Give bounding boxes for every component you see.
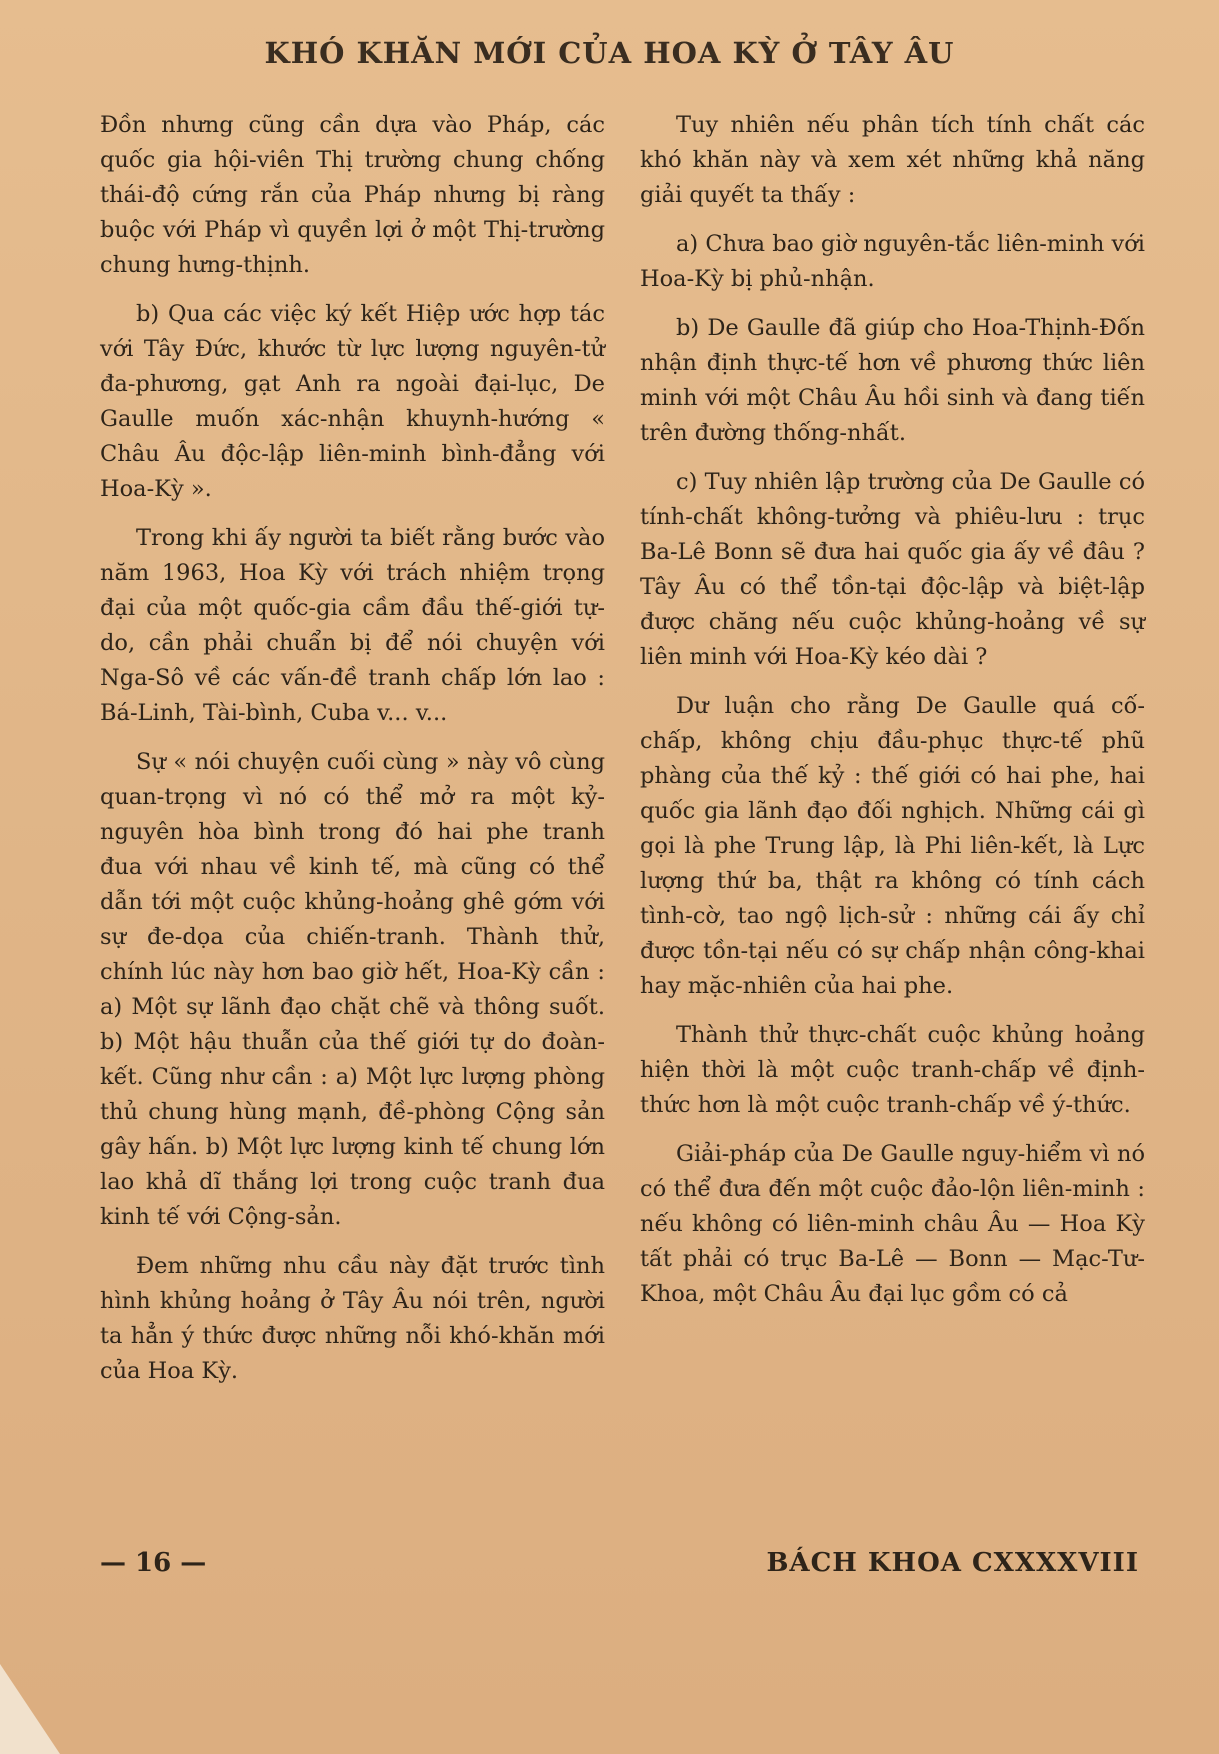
paragraph: c) Tuy nhiên lập trường của De Gaulle có tính-chất không-tưởng và phiêu-lưu : trục Ba-Lê Bonn sẽ đưa hai quốc gia ấy về đâu ? Tây Âu có thể tồn-tại độc-lập và biệt-lập được chăng nếu cuộc khủng-hoảng về sự liên minh với Hoa-Kỳ kéo dài ? xyxy=(640,469,1145,670)
right-column xyxy=(640,108,1145,1326)
page-fold-corner xyxy=(0,1664,60,1754)
paragraph: Đồn nhưng cũng cần dựa vào Pháp, các quốc gia hội-viên Thị trường chung chống thái-độ cứng rắn của Pháp nhưng bị ràng buộc với Pháp vì quyền lợi ở một Thị-trường chung hưng-thịnh. xyxy=(100,112,605,278)
paragraph: Dư luận cho rằng De Gaulle quá cố-chấp, không chịu đầu-phục thực-tế phũ phàng của thế kỷ : thế giới có hai phe, hai quốc gia lãnh đạo đối nghịch. Những cái gì gọi là phe Trung lập, là Phi liên-kết, là Lực lượng thứ ba, thật ra không có tính cách tình-cờ, tao ngộ lịch-sử : những cái ấy chỉ được tồn-tại nếu có sự chấp nhận công-khai hay mặc-nhiên của hai phe. xyxy=(640,693,1145,999)
paragraph: Thành thử thực-chất cuộc khủng hoảng hiện thời là một cuộc tranh-chấp về định-thức hơn là một cuộc tranh-chấp về ý-thức. xyxy=(640,1022,1145,1118)
left-column xyxy=(100,108,605,1403)
journal-name: BÁCH KHOA CXXXXVIII xyxy=(766,1548,1139,1578)
paragraph: b) De Gaulle đã giúp cho Hoa-Thịnh-Đốn nhận định thực-tế hơn về phương thức liên minh với một Châu Âu hồi sinh và đang tiến trên đường thống-nhất. xyxy=(640,315,1145,446)
paragraph: b) Qua các việc ký kết Hiệp ước hợp tác với Tây Đức, khước từ lực lượng nguyên-tử đa-phương, gạt Anh ra ngoài đại-lục, De Gaulle muốn xác-nhận khuynh-hướng « Châu Âu độc-lập liên-minh bình-đẳng với Hoa-Kỳ ». xyxy=(100,301,605,502)
paragraph: a) Chưa bao giờ nguyên-tắc liên-minh với Hoa-Kỳ bị phủ-nhận. xyxy=(640,231,1145,292)
paragraph: Đem những nhu cầu này đặt trước tình hình khủng hoảng ở Tây Âu nói trên, người ta hẳn ý thức được những nỗi khó-khăn mới của Hoa Kỳ. xyxy=(100,1253,605,1384)
page-number: — 16 — xyxy=(100,1548,207,1578)
paragraph: Tuy nhiên nếu phân tích tính chất các khó khăn này và xem xét những khả năng giải quyết ta thấy : xyxy=(640,112,1145,208)
paragraph: Giải-pháp của De Gaulle nguy-hiểm vì nó có thể đưa đến một cuộc đảo-lộn liên-minh : nếu không có liên-minh châu Âu — Hoa Kỳ tất phải có trục Ba-Lê — Bonn — Mạc-Tư-Khoa, một Châu Âu đại lục gồm có cả xyxy=(640,1141,1145,1307)
paragraph: Sự « nói chuyện cuối cùng » này vô cùng quan-trọng vì nó có thể mở ra một kỷ-nguyên hòa bình trong đó hai phe tranh đua với nhau về kinh tế, mà cũng có thể dẫn tới một cuộc khủng-hoảng ghê gớm với sự đe-dọa của chiến-tranh. Thành thử, chính lúc này hơn bao giờ hết, Hoa-Kỳ cần : a) Một sự lãnh đạo chặt chẽ và thông suốt. b) Một hậu thuẫn của thế giới tự do đoàn-kết. Cũng như cần : a) Một lực lượng phòng thủ chung hùng mạnh, đề-phòng Cộng sản gây hấn. b) Một lực lượng kinh tế chung lớn lao khả dĩ thắng lợi trong cuộc tranh đua kinh tế với Cộng-sản. xyxy=(100,749,605,1230)
running-header: KHÓ KHĂN MỚI CỦA HOA KỲ Ở TÂY ÂU xyxy=(264,36,955,70)
paragraph: Trong khi ấy người ta biết rằng bước vào năm 1963, Hoa Kỳ với trách nhiệm trọng đại của một quốc-gia cầm đầu thế-giới tự-do, cần phải chuẩn bị để nói chuyện với Nga-Sô về các vấn-đề tranh chấp lớn lao : Bá-Linh, Tài-bình, Cuba v... v... xyxy=(100,525,605,726)
